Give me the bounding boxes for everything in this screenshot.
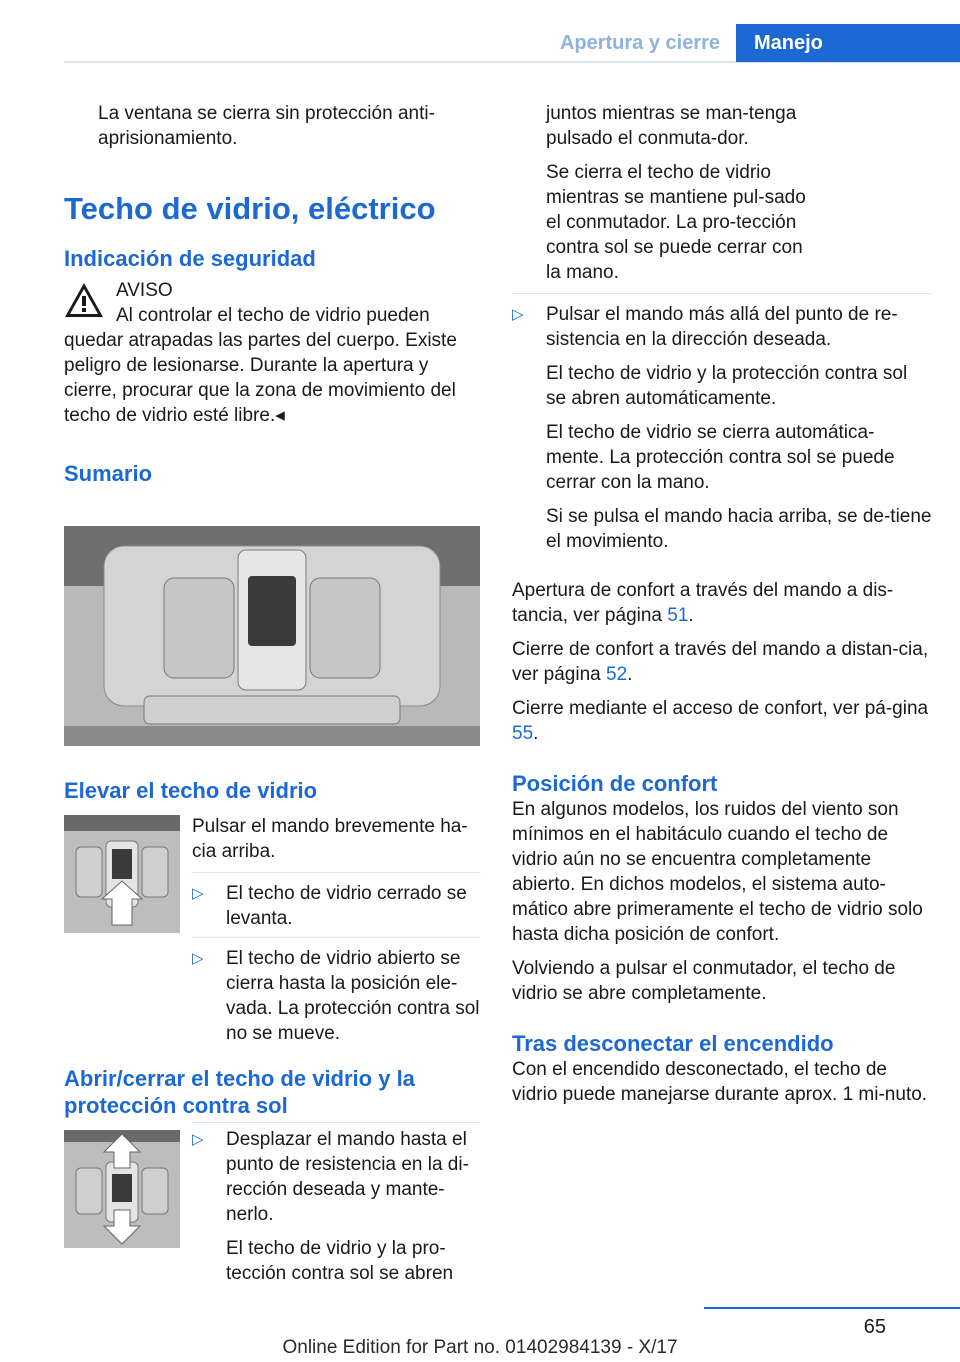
comfort-position-heading: Posición de confort [512,771,718,796]
after-ignition-heading: Tras desconectar el encendido [512,1031,834,1056]
raise-bullet-2: ▷ El techo de vidrio abierto se cierra hasta la posición ele-vada. La protección contra sol no se mueve. [192,948,480,1044]
tab-manejo[interactable]: Manejo [736,24,960,62]
bullet-triangle-icon: ▷ [192,950,204,967]
openclose-bullet-1: ▷ Desplazar el mando hasta el punto de resistencia en la di-rección deseada y mante-nerlo. El techo de vidrio y la pro-tección contra sol se abren [192,1129,469,1284]
section-title: Techo de vidrio, eléctrico [64,191,436,226]
left-column [64,101,480,487]
page-link-51[interactable]: 51 [667,605,689,626]
warning-icon [64,282,104,318]
warning-line1: Al controlar el techo de vidrio pueden [116,305,430,326]
warning-text: quedar atrapadas las partes del cuerpo. Existe peligro de lesionarse. Durante la apertura y cierre, procurar que la zona de movimiento del techo de vidrio esté libre.◂ [64,330,457,426]
tab-apertura-y-cierre[interactable]: Apertura y cierre [559,31,721,54]
summary-heading: Sumario [64,461,153,486]
after-ignition-text: Con el encendido desconectado, el techo de vidrio puede manejarse durante aprox. 1 mi-nuto. [512,1059,928,1105]
right-column [512,101,932,1107]
safety-heading: Indicación de seguridad [64,246,316,271]
comfort-close-text: Cierre de confort a través del mando a distan-cia, ver página 52. [512,639,929,685]
raise-text: Pulsar el mando brevemente ha-cia arriba. [192,816,468,862]
comfort-open-text: Apertura de confort a través del mando a dis-tancia, ver página 51. [512,580,894,626]
intro-text: La ventana se cierra sin protección anti-aprisionamiento. [98,103,435,149]
comfort-position-text2: Volviendo a pulsar el conmutador, el techo de vidrio se abre completamente. [512,958,896,1004]
auto-bullet: ▷ Pulsar el mando más allá del punto de re-sistencia en la dirección deseada. El techo de vidrio y la protección contra sol se abren automáticamente. El techo de vidrio se cierra automática-mente. La protección contra sol se puede cerrar con la mano. Si se pulsa el mando hacia arriba, se de-tiene el movimiento. [512,304,932,552]
bullet-triangle-icon: ▷ [192,1131,204,1148]
footer-rule [704,1307,960,1309]
page-link-55[interactable]: 55 [512,723,534,744]
raise-body [192,814,480,1046]
raise-section [64,777,480,804]
edition-footer: Online Edition for Part no. 01402984139 - X/17 [282,1337,678,1358]
openclose-photo [64,1130,180,1248]
continued-bullet: juntos mientras se man-tenga pulsado el conmuta-dor. Se cierra el techo de vidrio mientras se mantiene pul-sado el conmutador. La pro-tección contra sol se puede cerrar con la mano. [546,103,806,283]
page-link-52[interactable]: 52 [606,664,628,685]
bullet-triangle-icon: ▷ [192,885,204,902]
raise-heading: Elevar el techo de vidrio [64,778,318,803]
comfort-position-text: En algunos modelos, los ruidos del viento son mínimos en el habitáculo cuando el techo de vidrio aún no se encuentra completamente abierto. En dichos modelos, el sistema auto-mático abre primeramente el techo de vidrio solo hasta dicha posición de confort. [512,799,923,945]
raise-bullet-1: ▷ El techo de vidrio cerrado se levanta. [192,883,467,929]
comfort-access-text: Cierre mediante el acceso de confort, ver pá-gina 55. [512,698,929,744]
summary-photo [64,526,480,746]
bullet-triangle-icon: ▷ [512,306,524,323]
openclose-body [192,1122,480,1286]
warning-block [64,278,480,428]
openclose-section [64,1065,480,1119]
page-number: 65 [863,1316,886,1338]
openclose-heading: Abrir/cerrar el techo de vidrio y la protección contra sol [64,1066,415,1118]
raise-photo [64,815,180,933]
warning-title: AVISO [116,280,173,301]
